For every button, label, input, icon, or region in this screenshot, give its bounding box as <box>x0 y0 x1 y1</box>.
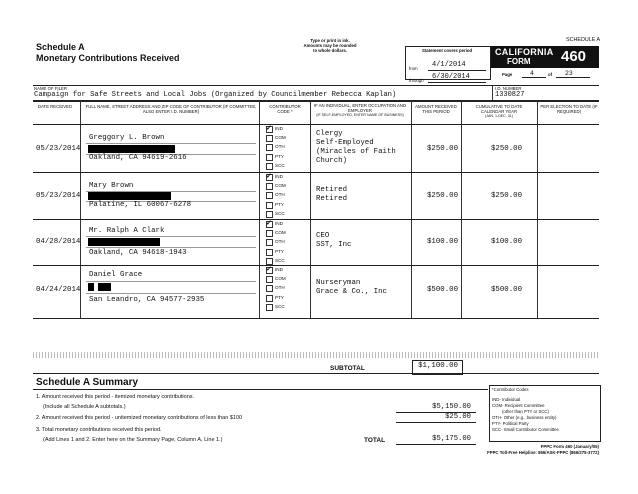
filer-label: NAME OF FILER <box>34 86 67 91</box>
code-checkbox-pty[interactable] <box>266 249 273 256</box>
id-label: I.D. NUMBER <box>495 86 522 91</box>
code-label: SCC <box>275 303 285 309</box>
of-label: of <box>548 72 553 77</box>
code-label: COM <box>275 276 286 282</box>
code-checkbox-scc[interactable] <box>266 163 273 170</box>
code-label: OTH <box>275 285 285 291</box>
row-occupation-2: Grace & Co., Inc <box>316 288 387 296</box>
row-occupation-1: Nurseryman <box>316 279 361 287</box>
schedule-label: SCHEDULE A <box>566 37 601 43</box>
from-label: from <box>409 66 418 71</box>
row-name: Greggory L. Brown <box>89 134 165 142</box>
code-label: OTH <box>275 239 285 245</box>
page-num: 4 <box>530 70 534 77</box>
row-amount: $100.00 <box>426 238 458 246</box>
col-per-election: PER ELECTION TO DATE (IF REQUIRED) <box>540 104 598 114</box>
col-date: DATE RECEIVED <box>37 104 73 109</box>
summary-line1: 1. Amount received this period - itemized monetary contributions. <box>36 394 195 400</box>
total-label: TOTAL <box>364 437 386 444</box>
checkmark-icon: ✓ <box>266 125 272 132</box>
summary-line2-value: $25.00 <box>445 413 471 421</box>
code-label: COM <box>275 230 286 236</box>
footer-helpline: FPPC Toll-Free Helpline: 866/ASK-FPPC (866/275-3772) <box>487 450 599 455</box>
subtotal-label: SUBTOTAL <box>330 365 365 372</box>
checkmark-icon: ✓ <box>266 173 272 180</box>
row-amount: $250.00 <box>426 192 458 200</box>
code-checkbox-oth[interactable] <box>266 285 273 292</box>
badge-form: FORM <box>507 57 531 66</box>
form-number: 460 <box>561 48 587 65</box>
code-checkbox-pty[interactable] <box>266 202 273 209</box>
from-date: 4/1/2014 <box>432 61 466 69</box>
code-checkbox-com[interactable] <box>266 230 273 237</box>
row-name: Mary Brown <box>89 182 134 190</box>
summary-line3: 3. Total monetary contributions received this period. <box>36 427 162 433</box>
codes-com-sub: (other than PTY or SCC) <box>502 409 549 414</box>
form-title: Monetary Contributions Received <box>36 53 180 63</box>
code-checkbox-scc[interactable] <box>266 258 273 265</box>
col-code: CONTRIBUTOR CODE * <box>269 104 301 114</box>
code-label: SCC <box>275 210 285 216</box>
redacted-address <box>88 238 160 246</box>
summary-line1-value: $5,150.00 <box>432 403 471 411</box>
row-occupation-1: Retired <box>316 186 348 194</box>
row-occupation-2: SST, Inc <box>316 241 352 249</box>
row-cumulative: $250.00 <box>490 145 522 153</box>
row-city: Oakland, CA 94619-2616 <box>89 154 187 162</box>
code-label: OTH <box>275 192 285 198</box>
row-amount: $500.00 <box>426 286 458 294</box>
codes-pty: PTY- Political Party <box>492 421 529 426</box>
code-checkbox-oth[interactable] <box>266 239 273 246</box>
summary-line1-note: (Include all Schedule A subtotals.) <box>43 404 126 410</box>
row-date: 05/23/2014 <box>36 192 81 200</box>
redacted-address <box>88 283 94 291</box>
row-amount: $250.00 <box>426 145 458 153</box>
code-checkbox-oth[interactable] <box>266 192 273 199</box>
code-checkbox-scc[interactable] <box>266 211 273 218</box>
redacted-address <box>88 192 171 200</box>
row-occupation-4: Church) <box>316 157 348 165</box>
through-date: 6/30/2014 <box>432 73 470 81</box>
row-occupation-3: (Miracles of Faith <box>316 148 396 156</box>
code-checkbox-com[interactable] <box>266 276 273 283</box>
code-checkbox-oth[interactable] <box>266 144 273 151</box>
summary-total-value: $5,175.00 <box>432 435 471 443</box>
row-city: Palatine, IL 60067-6278 <box>89 201 192 209</box>
code-checkbox-pty[interactable] <box>266 154 273 161</box>
row-occupation-2: Retired <box>316 195 348 203</box>
checkmark-icon: ✓ <box>266 220 272 227</box>
through-label: through <box>409 78 424 83</box>
row-date: 05/23/2014 <box>36 145 81 153</box>
filer-name: Campaign for Safe Streets and Local Jobs (Organized by Councilmember Rebecca Kaplan) <box>34 91 397 99</box>
col-cumulative: CUMULATIVE TO DATE CALENDAR YEAR (JAN. 1-DEC. 31) <box>475 104 523 118</box>
codes-com: COM- Recipient Committee <box>492 403 545 408</box>
period-label: Statement covers period <box>422 48 473 53</box>
row-city: Oakland, CA 94618-1943 <box>89 249 187 257</box>
row-name: Mr. Ralph A Clark <box>89 227 165 235</box>
code-label: PTY <box>275 201 284 207</box>
row-cumulative: $250.00 <box>490 192 522 200</box>
page-label: Page <box>502 72 513 77</box>
schedule-title: Schedule A <box>36 42 85 52</box>
code-label: IND <box>275 221 283 226</box>
code-checkbox-com[interactable] <box>266 183 273 190</box>
footer-form: FPPC Form 460 (January/05) <box>540 444 599 449</box>
codes-ind: IND- Individual <box>492 397 521 402</box>
code-label: PTY <box>275 294 284 300</box>
codes-scc: SCC- Small Contributor Committee <box>492 427 559 432</box>
code-label: SCC <box>275 257 285 263</box>
id-number: 1330827 <box>495 91 525 99</box>
code-label: IND <box>275 267 283 272</box>
code-label: COM <box>275 135 286 141</box>
redacted-address <box>88 145 175 153</box>
summary-line2: 2. Amount received this period - unitemized monetary contributions of less than $100 <box>36 415 243 421</box>
subtotal-value: $1,100.00 <box>418 362 458 370</box>
code-label: PTY <box>275 153 284 159</box>
col-amount: AMOUNT RECEIVED THIS PERIOD <box>415 104 457 114</box>
row-occupation-1: CEO <box>316 232 330 240</box>
row-date: 04/28/2014 <box>36 238 81 246</box>
code-label: OTH <box>275 144 285 150</box>
code-label: SCC <box>275 162 285 168</box>
row-occupation-2: Self-Employed <box>316 139 374 147</box>
row-city: San Leandro, CA 94577-2935 <box>89 296 205 304</box>
row-cumulative: $500.00 <box>490 286 522 294</box>
col-occupation: IF AN INDIVIDUAL, ENTER OCCUPATION AND EMPLOYER (IF SELF-EMPLOYED, ENTER NAME OF BUSINESS) <box>313 103 407 117</box>
summary-title: Schedule A Summary <box>36 377 139 388</box>
checkmark-icon: ✓ <box>266 266 272 273</box>
badge-california: CALIFORNIA <box>495 47 554 57</box>
row-name: Daniel Grace <box>89 271 143 279</box>
row-occupation-1: Clergy <box>316 130 343 138</box>
instructions: Type or print in ink. Amounts may be rounded to whole dollars. <box>303 38 357 53</box>
row-date: 04/24/2014 <box>36 286 81 294</box>
shaded-filler <box>33 352 599 358</box>
codes-oth: OTH- Other (e.g., business entity) <box>492 415 557 420</box>
code-label: PTY <box>275 248 284 254</box>
code-label: IND <box>275 126 283 131</box>
summary-line3-note: (Add Lines 1 and 2. Enter here on the Summary Page, Column A, Line 1.) <box>43 437 223 443</box>
col-name: FULL NAME, STREET ADDRESS AND ZIP CODE OF CONTRIBUTOR (IF COMMITTEE, ALSO ENTER I.D. NUMBER) <box>85 104 257 114</box>
code-label: COM <box>275 183 286 189</box>
code-checkbox-pty[interactable] <box>266 295 273 302</box>
row-cumulative: $100.00 <box>490 238 522 246</box>
code-checkbox-scc[interactable] <box>266 304 273 311</box>
code-label: IND <box>275 174 283 179</box>
page-total: 23 <box>565 70 573 77</box>
code-checkbox-com[interactable] <box>266 135 273 142</box>
codes-title: *Contributor Codes <box>492 387 529 392</box>
redacted-address <box>98 283 111 291</box>
